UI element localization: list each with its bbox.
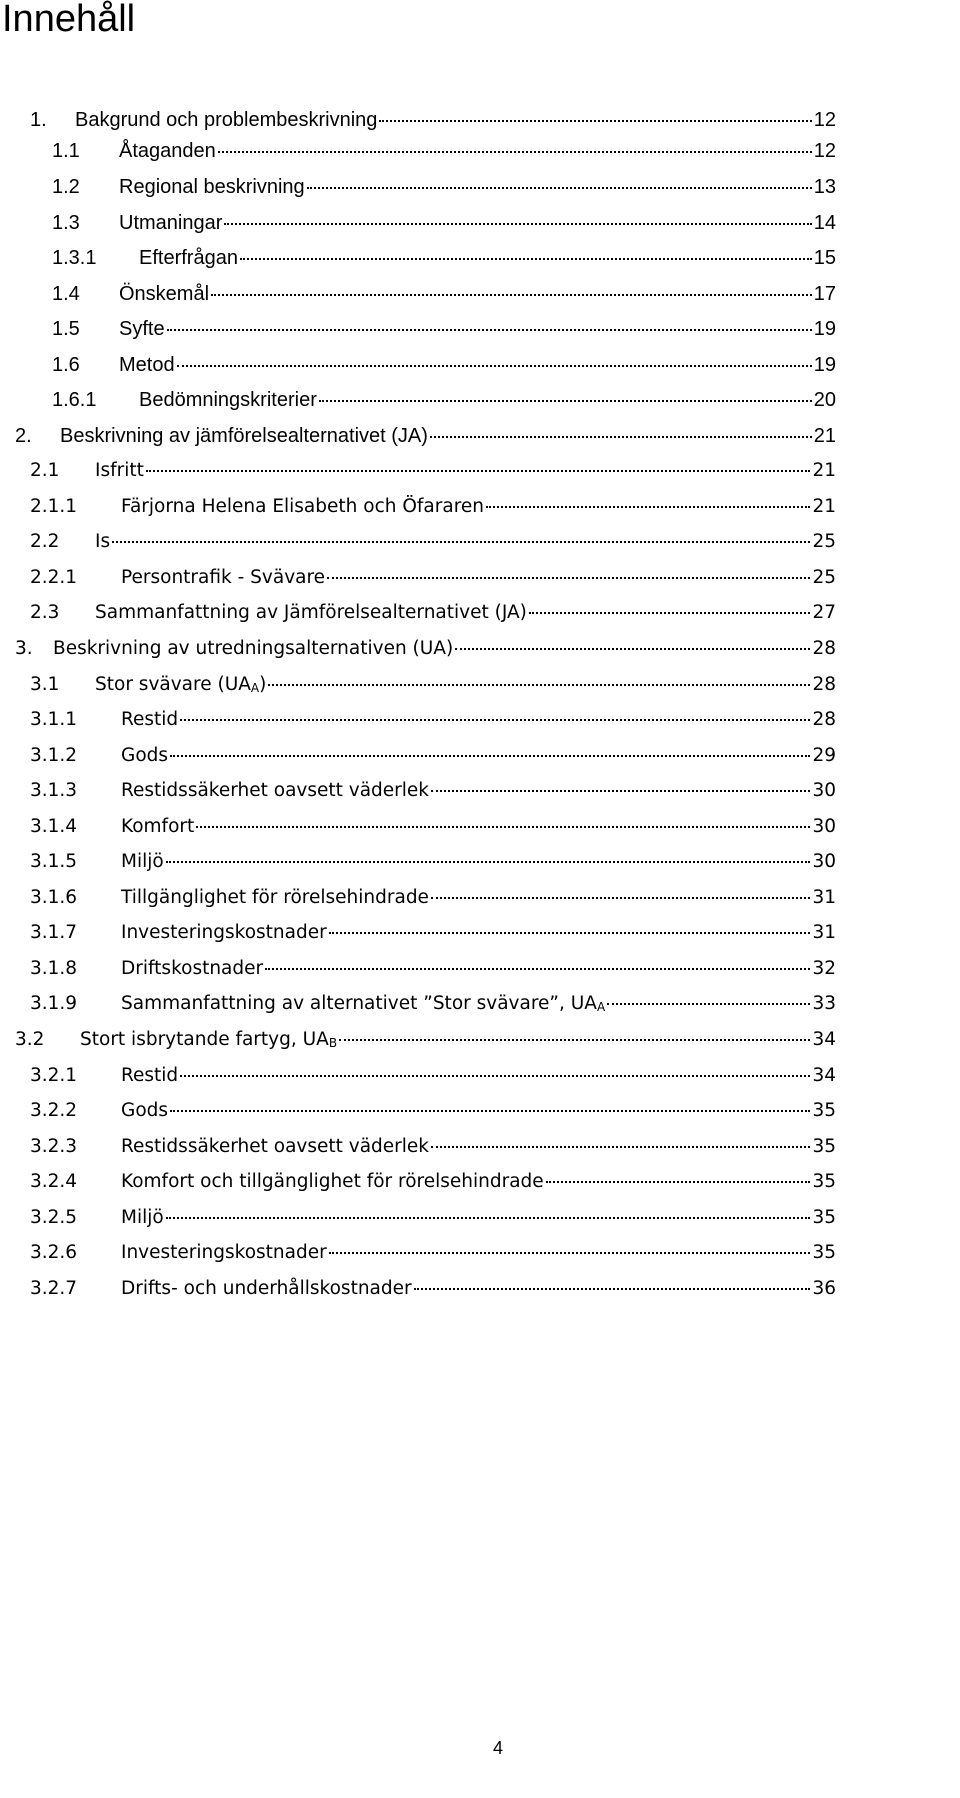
toc-entry-number: 3.2.4	[30, 1171, 78, 1192]
toc-entry-label	[119, 208, 222, 238]
toc-entry-number: 1.5	[52, 318, 80, 340]
toc-entry-label	[121, 741, 168, 771]
toc-entry-label	[121, 954, 263, 984]
toc-dot-leader	[167, 329, 812, 331]
toc-entry-label	[121, 1238, 327, 1268]
toc-entry-page: 17	[813, 283, 836, 305]
toc-entry-number: 3.2.2	[30, 1100, 78, 1121]
toc-entry-subscript: A	[596, 1000, 606, 1014]
toc-entry-number: 3.2.1	[30, 1065, 78, 1086]
toc-entry-label-text: Gods	[121, 745, 169, 766]
toc-entry-label-text: Önskemål	[119, 283, 210, 305]
toc-entry-page: 13	[813, 176, 836, 198]
toc-entry-page: 28	[812, 674, 836, 695]
toc-entry-page: 35	[812, 1171, 836, 1192]
toc-dot-leader	[431, 790, 810, 792]
toc-entry-label	[119, 314, 165, 344]
toc-entry-label-text: Färjorna Helena Elisabeth och Öfararen	[121, 496, 485, 517]
toc-entry-number: 3.1.2	[30, 745, 78, 766]
toc-entry-number: 2.2.1	[30, 567, 78, 588]
toc-entry-label-text: Investeringskostnader	[121, 1242, 327, 1263]
toc-entry-number: 3.1.1	[30, 709, 78, 730]
toc-entry[interactable]	[30, 105, 836, 135]
toc-dot-leader	[265, 968, 810, 970]
toc-entry-label	[95, 456, 144, 486]
toc-entry[interactable]	[30, 670, 836, 700]
toc-entry-number: 3.2.3	[30, 1136, 78, 1157]
toc-entry[interactable]	[30, 456, 836, 486]
toc-dot-leader	[329, 932, 811, 934]
toc-entry-label-text: Efterfrågan	[139, 247, 238, 269]
toc-entry-number: 3.1.7	[30, 922, 78, 943]
toc-entry-label-text: Beskrivning av jämförelsealternativet (JA)	[60, 425, 428, 447]
toc-entry-label	[121, 776, 429, 806]
toc-entry[interactable]	[30, 705, 836, 735]
toc-entry[interactable]	[52, 136, 836, 166]
toc-entry-page: 14	[813, 212, 836, 234]
toc-entry-page: 30	[812, 851, 836, 872]
toc-entry[interactable]	[52, 172, 836, 202]
toc-entry-label-text: Bedömningskriterier	[139, 389, 317, 411]
toc-entry[interactable]	[30, 563, 836, 593]
toc-entry-number: 3.2	[15, 1029, 45, 1050]
toc-entry[interactable]	[30, 776, 836, 806]
toc-dot-leader	[307, 187, 812, 189]
toc-entry-label-text: Restid	[121, 709, 179, 730]
toc-entry-label-text: Åtaganden	[119, 140, 216, 162]
toc-entry-label-text: Investeringskostnader	[121, 922, 327, 943]
toc-dot-leader	[414, 1288, 811, 1290]
toc-entry-number: 1.1	[52, 140, 80, 162]
toc-entry-page: 30	[812, 780, 836, 801]
toc-entry[interactable]	[30, 1096, 836, 1126]
toc-entry[interactable]	[52, 314, 836, 344]
toc-entry-page: 28	[812, 638, 836, 659]
toc-entry-number: 1.2	[52, 176, 80, 198]
toc-dot-leader	[430, 436, 812, 438]
toc-entry-label	[139, 385, 317, 415]
toc-entry-label	[95, 527, 110, 557]
toc-entry-label-suffix: )	[259, 674, 267, 695]
toc-dot-leader	[177, 365, 812, 367]
toc-entry[interactable]	[30, 598, 836, 628]
toc-dot-leader	[455, 648, 810, 650]
toc-entry-number: 3.1.3	[30, 780, 78, 801]
toc-entry-page: 34	[812, 1029, 836, 1050]
toc-dot-leader	[329, 1252, 811, 1254]
toc-entry-label-text: Regional beskrivning	[119, 176, 305, 198]
toc-dot-leader	[170, 755, 810, 757]
page-number: 4	[492, 1738, 503, 1758]
toc-entry[interactable]	[30, 918, 836, 948]
toc-entry-number: 1.6.1	[52, 389, 97, 411]
toc-entry-label-text: Gods	[121, 1100, 169, 1121]
toc-entry-label-text: Tillgänglighet för rörelsehindrade	[121, 887, 429, 908]
toc-entry-subscript: A	[250, 681, 260, 695]
toc-entry-number: 3.1.8	[30, 958, 78, 979]
toc-dot-leader	[166, 1217, 811, 1219]
toc-entry-page: 21	[813, 425, 836, 447]
toc-entry-page: 29	[812, 745, 836, 766]
toc-entry-label	[121, 1167, 544, 1197]
toc-entry-label-text: Isfritt	[95, 460, 144, 481]
toc-entry-label	[121, 1274, 412, 1304]
toc-entry-page: 31	[812, 922, 836, 943]
toc-entry-label	[121, 705, 178, 735]
toc-entry-label	[75, 105, 377, 135]
toc-entry[interactable]	[52, 350, 836, 380]
toc-dot-leader	[180, 719, 810, 721]
toc-entry-label-text: Beskrivning av utredningsalternativen (UA)	[53, 638, 454, 659]
toc-entry-page: 33	[812, 993, 836, 1014]
toc-entry-number: 3.2.6	[30, 1242, 78, 1263]
toc-entry-number: 3.1.9	[30, 993, 78, 1014]
toc-entry-page: 27	[812, 602, 836, 623]
toc-entry[interactable]	[15, 1025, 836, 1055]
toc-entry-page: 35	[812, 1207, 836, 1228]
toc-entry[interactable]	[52, 243, 836, 273]
toc-dot-leader	[166, 861, 811, 863]
toc-entry[interactable]	[15, 634, 836, 664]
toc-entry[interactable]	[30, 1203, 836, 1233]
toc-entry-label	[121, 1096, 168, 1126]
toc-entry-label-text: Utmaningar	[119, 212, 223, 234]
toc-entry-page: 19	[813, 354, 836, 376]
toc-entry[interactable]	[30, 1167, 836, 1197]
toc-entry-number: 2.1	[30, 460, 60, 481]
toc-entry-label-text: Bakgrund och problembeskrivning	[75, 109, 378, 131]
toc-entry-label	[119, 136, 216, 166]
toc-entry-page: 12	[813, 109, 836, 131]
toc-entry-page: 35	[812, 1136, 836, 1157]
toc-entry-page: 34	[812, 1065, 836, 1086]
toc-entry[interactable]	[30, 1274, 836, 1304]
toc-entry-label-text: Drifts- och underhållskostnader	[121, 1278, 412, 1299]
toc-entry[interactable]	[30, 883, 836, 913]
toc-entry-number: 1.	[30, 109, 47, 131]
toc-entry-number: 2.1.1	[30, 496, 78, 517]
toc-dot-leader	[224, 223, 811, 225]
toc-entry-label	[121, 989, 605, 1019]
toc-entry[interactable]	[30, 527, 836, 557]
toc-dot-leader	[146, 470, 811, 472]
toc-dot-leader	[339, 1039, 810, 1041]
toc-dot-leader	[218, 151, 812, 153]
toc-entry[interactable]	[30, 741, 836, 771]
toc-entry-page: 35	[812, 1100, 836, 1121]
toc-entry-label-text: Restidssäkerhet oavsett väderlek	[121, 780, 430, 801]
toc-dot-leader	[211, 294, 812, 296]
toc-entry-number: 3.2.7	[30, 1278, 78, 1299]
toc-entry[interactable]	[30, 989, 836, 1019]
toc-entry-page: 21	[812, 496, 836, 517]
page-title: Innehåll	[2, 0, 136, 40]
toc-entry-number: 3.	[15, 638, 33, 659]
toc-entry-label	[121, 918, 327, 948]
toc-entry-label	[121, 847, 164, 877]
toc-entry-label-text: Driftskostnader	[121, 958, 264, 979]
toc-entry-number: 2.2	[30, 531, 60, 552]
toc-entry-label	[119, 172, 305, 202]
toc-entry-label-text: Sammanfattning av alternativet ”Stor svävare”, UA	[121, 993, 597, 1014]
toc-dot-leader	[546, 1181, 811, 1183]
toc-dot-leader	[268, 684, 810, 686]
toc-entry-number: 1.6	[52, 354, 80, 376]
toc-entry-number: 2.	[15, 425, 32, 447]
toc-entry-number: 3.1.6	[30, 887, 78, 908]
toc-entry-page: 19	[813, 318, 836, 340]
toc-dot-leader	[379, 120, 811, 122]
toc-entry-label	[139, 243, 238, 273]
toc-dot-leader	[486, 506, 810, 508]
toc-entry-label-text: Is	[95, 531, 111, 552]
toc-entry[interactable]	[15, 421, 836, 451]
toc-entry-label-text: Stort isbrytande fartyg, UA	[80, 1029, 329, 1050]
toc-entry-number: 3.1.4	[30, 816, 78, 837]
toc-entry-number: 2.3	[30, 602, 60, 623]
toc-entry-label-text: Stor svävare (UA	[95, 674, 251, 695]
toc-entry-label-text: Miljö	[121, 851, 164, 872]
toc-entry-number: 3.2.5	[30, 1207, 78, 1228]
toc-entry[interactable]	[30, 812, 836, 842]
toc-entry-page: 32	[812, 958, 836, 979]
toc-entry-label	[60, 421, 428, 451]
toc-entry-label	[80, 1025, 337, 1055]
toc-entry-number: 3.1	[30, 674, 60, 695]
toc-dot-leader	[431, 897, 811, 899]
toc-dot-leader	[529, 612, 811, 614]
toc-entry-label-text: Persontrafik - Svävare	[121, 567, 326, 588]
toc-dot-leader	[319, 400, 812, 402]
toc-entry-page: 25	[812, 531, 836, 552]
toc-entry[interactable]	[30, 492, 836, 522]
toc-entry-label	[121, 492, 484, 522]
toc-entry-label	[121, 883, 429, 913]
toc-entry-label-text: Komfort	[121, 816, 195, 837]
toc-entry-page: 12	[813, 140, 836, 162]
toc-entry-label	[121, 1061, 178, 1091]
toc-entry-label-text: Komfort och tillgänglighet för rörelsehindrade	[121, 1171, 544, 1192]
toc-entry-number: 1.4	[52, 283, 80, 305]
toc-entry-page: 31	[812, 887, 836, 908]
toc-entry-label-text: Syfte	[119, 318, 165, 340]
toc-dot-leader	[607, 1003, 810, 1005]
toc-entry-number: 3.1.5	[30, 851, 78, 872]
toc-entry-page: 28	[812, 709, 836, 730]
toc-dot-leader	[112, 541, 810, 543]
toc-entry-label	[95, 598, 527, 628]
toc-dot-leader	[240, 258, 812, 260]
toc-dot-leader	[327, 577, 810, 579]
toc-entry[interactable]	[52, 279, 836, 309]
toc-entry-page: 25	[812, 567, 836, 588]
toc-entry-label	[121, 812, 194, 842]
toc-entry-label-text: Metod	[119, 354, 175, 376]
toc-entry-page: 36	[812, 1278, 836, 1299]
toc-entry-number: 1.3	[52, 212, 80, 234]
toc-dot-leader	[196, 826, 810, 828]
toc-entry-label-text: Restid	[121, 1065, 179, 1086]
toc-entry-label	[119, 279, 209, 309]
toc-entry-label	[121, 563, 325, 593]
toc-entry-label	[95, 670, 266, 700]
toc-entry-label-text: Sammanfattning av Jämförelsealternativet (JA)	[95, 602, 527, 623]
toc-entry-label	[119, 350, 175, 380]
toc-entry-page: 15	[813, 247, 836, 269]
toc-entry[interactable]	[30, 1061, 836, 1091]
toc-entry-label	[121, 1132, 429, 1162]
toc-entry-page: 21	[812, 460, 836, 481]
toc-entry-page: 20	[813, 389, 836, 411]
toc-entry[interactable]	[30, 954, 836, 984]
toc-entry[interactable]	[52, 208, 836, 238]
toc-dot-leader	[170, 1110, 810, 1112]
toc-entry[interactable]	[30, 847, 836, 877]
toc-entry-label-text: Miljö	[121, 1207, 164, 1228]
toc-dot-leader	[431, 1146, 810, 1148]
toc-entry[interactable]	[30, 1132, 836, 1162]
toc-entry-number: 1.3.1	[52, 247, 97, 269]
toc-entry[interactable]	[30, 1238, 836, 1268]
toc-entry-label	[53, 634, 453, 664]
toc-entry-label	[121, 1203, 164, 1233]
toc-entry-page: 30	[812, 816, 836, 837]
toc-entry-page: 35	[812, 1242, 836, 1263]
toc-entry-label-text: Restidssäkerhet oavsett väderlek	[121, 1136, 430, 1157]
toc-entry-subscript: B	[328, 1036, 338, 1050]
toc-dot-leader	[180, 1075, 810, 1077]
toc-entry[interactable]	[52, 385, 836, 415]
